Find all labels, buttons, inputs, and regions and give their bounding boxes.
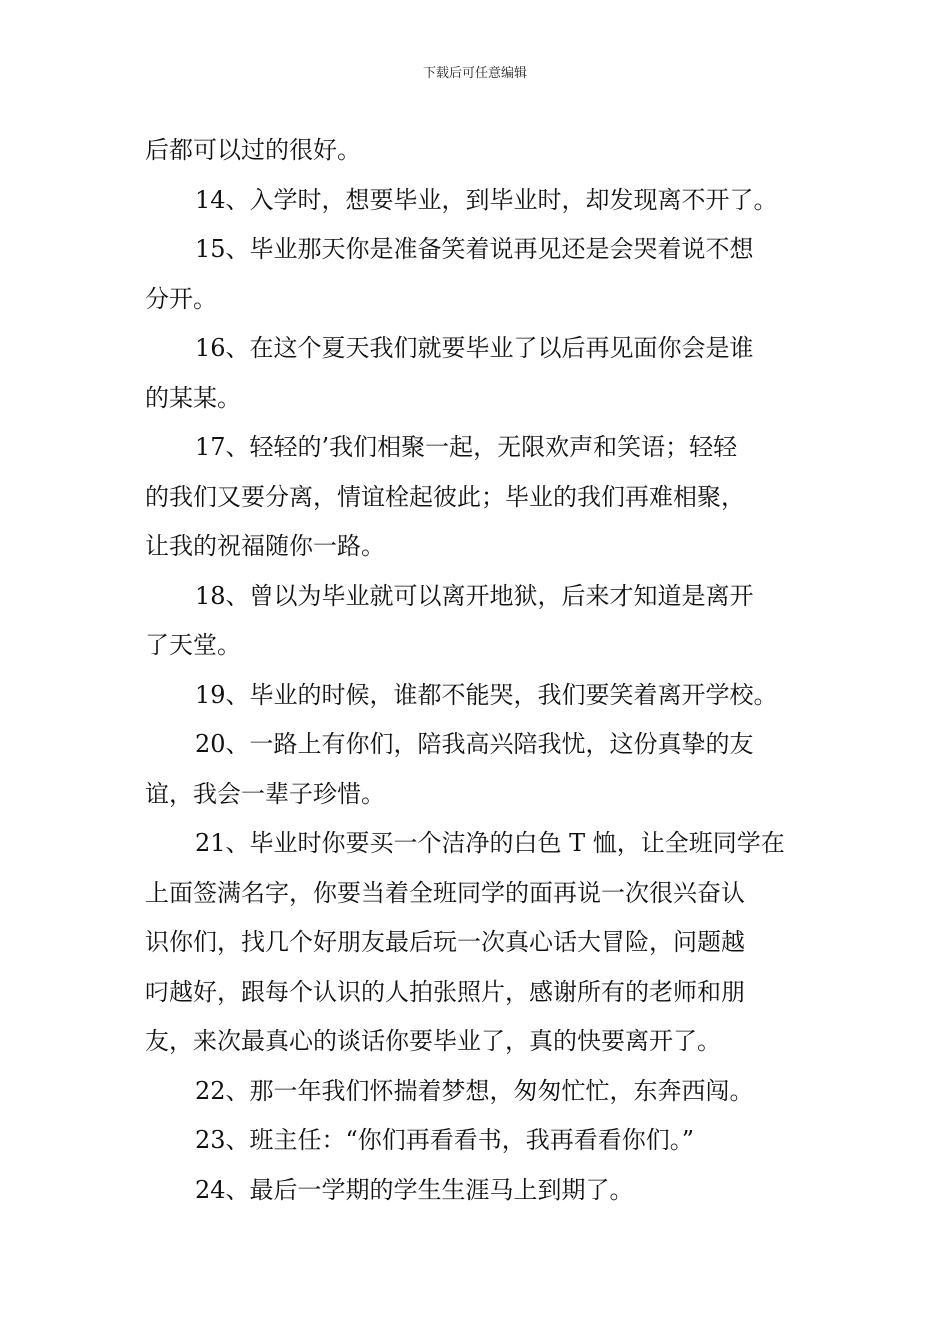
text-line: 22、那一年我们怀揣着梦想，匆匆忙忙，东奔西闯。: [195, 1076, 754, 1105]
text-line: 让我的祝福随你一路。: [145, 532, 385, 560]
text-line: 分开。: [145, 284, 217, 313]
text-line: 23、班主任：“你们再看看书，我再看看你们。”: [195, 1126, 695, 1154]
text-line: 识你们，找几个好朋友最后玩一次真心话大冒险，问题越: [145, 928, 745, 956]
text-line: 叼越好，跟每个认识的人拍张照片，感谢所有的老师和朋: [145, 977, 745, 1006]
document-body: [145, 126, 810, 1215]
text-line: 19、毕业的时候，谁都不能哭，我们要笑着离开学校。: [195, 680, 778, 709]
text-line: 的某某。: [145, 383, 241, 412]
text-line: 15、毕业那天你是准备笑着说再见还是会哭着说不想: [195, 235, 754, 263]
text-line: 后都可以过的很好。: [145, 136, 361, 164]
text-line: 上面签满名字，你要当着全班同学的面再说一次很兴奋认: [145, 878, 745, 907]
text-line: 17、轻轻的’我们相聚一起，无限欢声和笑语；轻轻: [195, 433, 738, 461]
text-line: 20、一路上有你们，陪我高兴陪我忧，这份真挚的友: [195, 730, 754, 758]
text-line: 谊，我会一辈子珍惜。: [145, 779, 385, 808]
text-line: 的我们又要分离，情谊栓起彼此；毕业的我们再难相聚，: [145, 482, 745, 511]
text-line: 18、曾以为毕业就可以离开地狱，后来才知道是离开: [195, 581, 754, 610]
text-line: 友，来次最真心的谈话你要毕业了，真的快要离开了。: [145, 1027, 721, 1055]
text-line: 21、毕业时你要买一个洁净的白色 T 恤，让全班同学在: [195, 829, 785, 857]
text-line: 了天堂。: [145, 631, 241, 659]
text-line: 16、在这个夏天我们就要毕业了以后再见面你会是谁: [195, 334, 754, 362]
page-header: 下载后可任意编辑: [422, 66, 527, 81]
text-line: 14、入学时，想要毕业，到毕业时，却发现离不开了。: [195, 185, 778, 214]
text-line: 24、最后一学期的学生生涯马上到期了。: [195, 1175, 634, 1204]
